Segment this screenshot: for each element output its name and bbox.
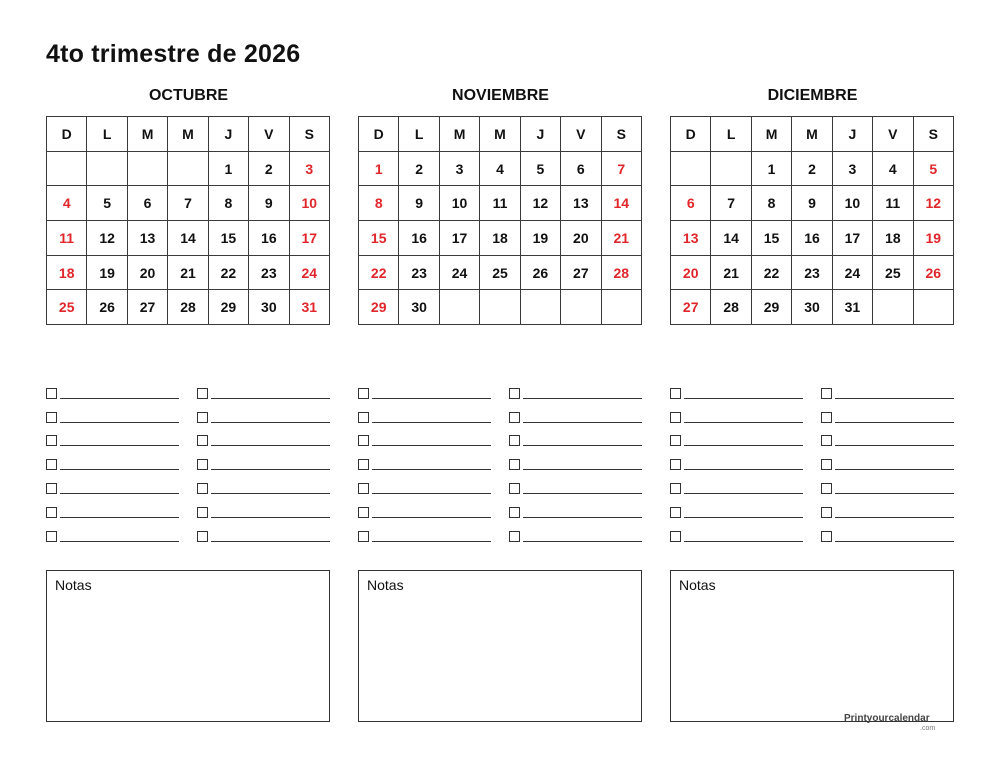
checklist-item	[509, 496, 642, 520]
day-cell[interactable]: 17	[289, 221, 329, 256]
day-cell[interactable]: 27	[671, 290, 711, 325]
weekday-header-row	[671, 117, 954, 152]
checkbox-icon[interactable]	[46, 507, 57, 518]
checklist-line[interactable]	[835, 445, 954, 446]
day-cell[interactable]: 31	[832, 290, 872, 325]
checklist-item	[509, 448, 642, 472]
checkbox-icon[interactable]	[46, 412, 57, 423]
checklist-line[interactable]	[684, 493, 803, 494]
day-cell[interactable]: 4	[480, 151, 520, 186]
checkbox-icon[interactable]	[821, 412, 832, 423]
checkbox-icon[interactable]	[46, 435, 57, 446]
checklist-item	[821, 377, 954, 401]
weekday-label: J	[520, 117, 560, 152]
checkbox-icon[interactable]	[358, 483, 369, 494]
empty-day-cell	[127, 151, 167, 186]
checkbox-icon[interactable]	[670, 412, 681, 423]
day-cell[interactable]: 15	[751, 221, 791, 256]
week-row	[359, 255, 642, 290]
day-cell[interactable]: 10	[832, 186, 872, 221]
checkbox-icon[interactable]	[197, 507, 208, 518]
weekday-label: D	[359, 117, 399, 152]
checkbox-icon[interactable]	[46, 483, 57, 494]
day-cell[interactable]: 16	[249, 221, 289, 256]
checkbox-icon[interactable]	[670, 531, 681, 542]
empty-day-cell	[480, 290, 520, 325]
checklist-item	[46, 377, 179, 401]
checklist-line[interactable]	[372, 445, 491, 446]
checklist-line[interactable]	[835, 469, 954, 470]
notes-label: Notas	[679, 577, 716, 593]
checkbox-icon[interactable]	[509, 483, 520, 494]
checklist-line[interactable]	[211, 541, 330, 542]
day-cell[interactable]: 21	[601, 221, 641, 256]
empty-day-cell	[520, 290, 560, 325]
checklist-line[interactable]	[372, 422, 491, 423]
day-cell[interactable]: 14	[711, 221, 751, 256]
day-cell[interactable]: 5	[520, 151, 560, 186]
checklist-line[interactable]	[372, 493, 491, 494]
checklist-line[interactable]	[835, 422, 954, 423]
notes-box-november[interactable]	[358, 570, 642, 722]
checklist-item	[197, 401, 330, 425]
notes-box-december[interactable]	[670, 570, 954, 722]
checkbox-icon[interactable]	[509, 531, 520, 542]
day-cell[interactable]: 23	[792, 255, 832, 290]
day-cell[interactable]: 22	[359, 255, 399, 290]
checkbox-icon[interactable]	[197, 388, 208, 399]
checklist-line[interactable]	[684, 398, 803, 399]
checklist-item	[46, 401, 179, 425]
checkbox-icon[interactable]	[46, 388, 57, 399]
day-cell[interactable]: 29	[751, 290, 791, 325]
checklist-item	[358, 448, 491, 472]
month-december	[670, 86, 955, 325]
weekday-label: V	[873, 117, 913, 152]
weekday-label: V	[249, 117, 289, 152]
day-cell[interactable]: 3	[439, 151, 479, 186]
empty-day-cell	[601, 290, 641, 325]
day-cell[interactable]: 29	[208, 290, 248, 325]
day-cell[interactable]: 31	[289, 290, 329, 325]
notes-box-october[interactable]	[46, 570, 330, 722]
empty-day-cell	[711, 151, 751, 186]
checklist-line[interactable]	[211, 398, 330, 399]
checklist-line[interactable]	[60, 541, 179, 542]
checkbox-icon[interactable]	[509, 412, 520, 423]
day-cell[interactable]: 30	[399, 290, 439, 325]
day-cell[interactable]: 18	[480, 221, 520, 256]
checklist-item	[509, 520, 642, 544]
day-cell[interactable]: 27	[127, 290, 167, 325]
day-cell[interactable]: 8	[751, 186, 791, 221]
weekday-label: M	[751, 117, 791, 152]
day-cell[interactable]: 9	[399, 186, 439, 221]
calendar-grid	[670, 116, 954, 325]
week-row	[47, 151, 330, 186]
checklist-item	[670, 496, 803, 520]
day-cell[interactable]: 19	[520, 221, 560, 256]
checklist-december	[670, 377, 955, 544]
checklist-item	[46, 448, 179, 472]
day-cell[interactable]: 8	[359, 186, 399, 221]
day-cell[interactable]: 2	[249, 151, 289, 186]
checklist-item	[509, 425, 642, 449]
day-cell[interactable]: 11	[480, 186, 520, 221]
month-name: OCTUBRE	[148, 87, 229, 104]
checkbox-icon[interactable]	[197, 412, 208, 423]
weekday-label: D	[671, 117, 711, 152]
checklist-line[interactable]	[211, 493, 330, 494]
week-row	[359, 290, 642, 325]
day-cell[interactable]: 8	[208, 186, 248, 221]
day-cell[interactable]: 1	[751, 151, 791, 186]
day-cell[interactable]: 12	[913, 186, 953, 221]
day-cell[interactable]: 24	[289, 255, 329, 290]
day-cell[interactable]: 22	[208, 255, 248, 290]
checkbox-icon[interactable]	[46, 531, 57, 542]
checklist-item	[358, 472, 491, 496]
checklist-october	[46, 377, 331, 544]
week-row	[359, 151, 642, 186]
day-cell[interactable]: 13	[671, 221, 711, 256]
checklist-item	[509, 377, 642, 401]
checkbox-icon[interactable]	[509, 459, 520, 470]
day-cell[interactable]: 22	[751, 255, 791, 290]
week-row	[671, 186, 954, 221]
day-cell[interactable]: 7	[168, 186, 208, 221]
day-cell[interactable]: 29	[359, 290, 399, 325]
day-cell[interactable]: 5	[87, 186, 127, 221]
checklist-november	[358, 377, 643, 544]
checklist-line[interactable]	[60, 422, 179, 423]
empty-day-cell	[913, 290, 953, 325]
calendar-grid	[358, 116, 642, 325]
day-cell[interactable]: 16	[792, 221, 832, 256]
checklist-item	[197, 425, 330, 449]
checkbox-icon[interactable]	[197, 531, 208, 542]
checklist-item	[670, 377, 803, 401]
month-name: DICIEMBRE	[767, 87, 858, 104]
day-cell[interactable]: 4	[873, 151, 913, 186]
checkbox-icon[interactable]	[197, 483, 208, 494]
checklist-line[interactable]	[372, 398, 491, 399]
checklist-item	[46, 472, 179, 496]
week-row	[671, 255, 954, 290]
day-cell[interactable]: 18	[873, 221, 913, 256]
empty-day-cell	[168, 151, 208, 186]
day-cell[interactable]: 25	[47, 290, 87, 325]
day-cell[interactable]: 11	[873, 186, 913, 221]
checkbox-icon[interactable]	[46, 459, 57, 470]
checklist-item	[670, 472, 803, 496]
day-cell[interactable]: 20	[561, 221, 601, 256]
checkbox-icon[interactable]	[821, 459, 832, 470]
month-november	[358, 86, 643, 325]
day-cell[interactable]: 3	[289, 151, 329, 186]
day-cell[interactable]: 24	[832, 255, 872, 290]
weekday-label: S	[913, 117, 953, 152]
checkbox-icon[interactable]	[509, 507, 520, 518]
day-cell[interactable]: 19	[913, 221, 953, 256]
weekday-label: L	[711, 117, 751, 152]
day-cell[interactable]: 19	[87, 255, 127, 290]
weekday-label: M	[439, 117, 479, 152]
checklist-line[interactable]	[523, 493, 642, 494]
checklist-item	[670, 448, 803, 472]
checklist-item	[670, 425, 803, 449]
day-cell[interactable]: 6	[127, 186, 167, 221]
checklist-item	[358, 520, 491, 544]
weekday-label: L	[87, 117, 127, 152]
weekday-label: J	[208, 117, 248, 152]
week-row	[359, 186, 642, 221]
day-cell[interactable]: 6	[561, 151, 601, 186]
checklist-item	[197, 472, 330, 496]
checklist-item	[197, 377, 330, 401]
day-cell[interactable]: 25	[480, 255, 520, 290]
day-cell[interactable]: 30	[249, 290, 289, 325]
day-cell[interactable]: 1	[208, 151, 248, 186]
week-row	[47, 221, 330, 256]
checklist-line[interactable]	[60, 445, 179, 446]
day-cell[interactable]: 20	[127, 255, 167, 290]
checklist-line[interactable]	[835, 541, 954, 542]
checkbox-icon[interactable]	[358, 435, 369, 446]
checklist-line[interactable]	[372, 469, 491, 470]
checklist-line[interactable]	[523, 445, 642, 446]
day-cell[interactable]: 23	[399, 255, 439, 290]
checklist-item	[46, 520, 179, 544]
page-title: 4to trimestre de 2026	[46, 40, 301, 68]
day-cell[interactable]: 12	[520, 186, 560, 221]
day-cell[interactable]: 11	[47, 221, 87, 256]
checklist-item	[821, 425, 954, 449]
checklist-item	[358, 401, 491, 425]
checklist-line[interactable]	[211, 517, 330, 518]
weekday-label: M	[480, 117, 520, 152]
day-cell[interactable]: 25	[873, 255, 913, 290]
checklist-item	[358, 425, 491, 449]
checklist-line[interactable]	[60, 493, 179, 494]
brand-suffix: .com	[920, 725, 936, 732]
day-cell[interactable]: 17	[832, 221, 872, 256]
weekday-label: J	[832, 117, 872, 152]
checklist-line[interactable]	[684, 517, 803, 518]
checkbox-icon[interactable]	[358, 459, 369, 470]
weekday-label: M	[127, 117, 167, 152]
day-cell[interactable]: 7	[711, 186, 751, 221]
day-cell[interactable]: 27	[561, 255, 601, 290]
checkbox-icon[interactable]	[821, 388, 832, 399]
checklist-line[interactable]	[523, 422, 642, 423]
checklist-item	[46, 496, 179, 520]
checkbox-icon[interactable]	[197, 459, 208, 470]
notes-label: Notas	[55, 577, 92, 593]
day-cell[interactable]: 20	[671, 255, 711, 290]
checklist-line[interactable]	[211, 445, 330, 446]
checklist-line[interactable]	[211, 469, 330, 470]
calendar-grid	[46, 116, 330, 325]
week-row	[47, 290, 330, 325]
checklist-line[interactable]	[835, 493, 954, 494]
day-cell[interactable]: 28	[168, 290, 208, 325]
day-cell[interactable]: 26	[520, 255, 560, 290]
checkbox-icon[interactable]	[821, 435, 832, 446]
checklist-line[interactable]	[523, 469, 642, 470]
day-cell[interactable]: 5	[913, 151, 953, 186]
day-cell[interactable]: 6	[671, 186, 711, 221]
brand-logo: Printyourcalendar	[844, 713, 930, 724]
day-cell[interactable]: 10	[439, 186, 479, 221]
empty-day-cell	[873, 290, 913, 325]
checkbox-icon[interactable]	[670, 483, 681, 494]
day-cell[interactable]: 2	[399, 151, 439, 186]
empty-day-cell	[439, 290, 479, 325]
checklist-item	[197, 496, 330, 520]
weekday-label: M	[792, 117, 832, 152]
day-cell[interactable]: 24	[439, 255, 479, 290]
week-row	[359, 221, 642, 256]
checkbox-icon[interactable]	[358, 388, 369, 399]
day-cell[interactable]: 2	[792, 151, 832, 186]
checkbox-icon[interactable]	[509, 435, 520, 446]
week-row	[671, 151, 954, 186]
notes-label: Notas	[367, 577, 404, 593]
checklist-item	[821, 472, 954, 496]
checklist-line[interactable]	[523, 541, 642, 542]
checklist-line[interactable]	[684, 469, 803, 470]
day-cell[interactable]: 26	[87, 290, 127, 325]
checkbox-icon[interactable]	[670, 507, 681, 518]
day-cell[interactable]: 21	[711, 255, 751, 290]
checklist-item	[509, 472, 642, 496]
checkbox-icon[interactable]	[670, 388, 681, 399]
day-cell[interactable]: 4	[47, 186, 87, 221]
day-cell[interactable]: 14	[168, 221, 208, 256]
week-row	[47, 255, 330, 290]
checklist-line[interactable]	[211, 422, 330, 423]
day-cell[interactable]: 1	[359, 151, 399, 186]
checklist-line[interactable]	[684, 422, 803, 423]
checkbox-icon[interactable]	[358, 507, 369, 518]
day-cell[interactable]: 12	[87, 221, 127, 256]
day-cell[interactable]: 13	[561, 186, 601, 221]
day-cell[interactable]: 15	[359, 221, 399, 256]
day-cell[interactable]: 28	[711, 290, 751, 325]
weekday-label: L	[399, 117, 439, 152]
day-cell[interactable]: 14	[601, 186, 641, 221]
weekday-header-row	[359, 117, 642, 152]
checkbox-icon[interactable]	[821, 531, 832, 542]
day-cell[interactable]: 3	[832, 151, 872, 186]
weekday-label: D	[47, 117, 87, 152]
checkbox-icon[interactable]	[670, 435, 681, 446]
month-name: NOVIEMBRE	[452, 87, 549, 104]
checklist-line[interactable]	[372, 517, 491, 518]
day-cell[interactable]: 13	[127, 221, 167, 256]
checklist-line[interactable]	[372, 541, 491, 542]
checkbox-icon[interactable]	[358, 531, 369, 542]
checklist-line[interactable]	[684, 541, 803, 542]
checklist-item	[509, 401, 642, 425]
weekday-label: S	[601, 117, 641, 152]
day-cell[interactable]: 30	[792, 290, 832, 325]
checklist-item	[46, 425, 179, 449]
checkbox-icon[interactable]	[821, 483, 832, 494]
weekday-label: M	[168, 117, 208, 152]
week-row	[671, 221, 954, 256]
checkbox-icon[interactable]	[821, 507, 832, 518]
day-cell[interactable]: 10	[289, 186, 329, 221]
checklist-item	[358, 377, 491, 401]
week-row	[47, 186, 330, 221]
checkbox-icon[interactable]	[670, 459, 681, 470]
day-cell[interactable]: 17	[439, 221, 479, 256]
checklist-line[interactable]	[835, 517, 954, 518]
checklist-item	[358, 496, 491, 520]
checklist-item	[670, 401, 803, 425]
day-cell[interactable]: 23	[249, 255, 289, 290]
checklist-line[interactable]	[60, 398, 179, 399]
checkbox-icon[interactable]	[509, 388, 520, 399]
day-cell[interactable]: 7	[601, 151, 641, 186]
checklist-item	[821, 448, 954, 472]
weekday-label: S	[289, 117, 329, 152]
day-cell[interactable]: 15	[208, 221, 248, 256]
empty-day-cell	[561, 290, 601, 325]
day-cell[interactable]: 28	[601, 255, 641, 290]
day-cell[interactable]: 9	[249, 186, 289, 221]
weekday-header-row	[47, 117, 330, 152]
checklist-line[interactable]	[523, 398, 642, 399]
checklist-line[interactable]	[60, 469, 179, 470]
weekday-label: V	[561, 117, 601, 152]
checklist-item	[197, 520, 330, 544]
checklist-item	[821, 520, 954, 544]
checklist-item	[670, 520, 803, 544]
day-cell[interactable]: 21	[168, 255, 208, 290]
checklist-item	[821, 401, 954, 425]
checklist-line[interactable]	[523, 517, 642, 518]
checklist-line[interactable]	[60, 517, 179, 518]
day-cell[interactable]: 26	[913, 255, 953, 290]
empty-day-cell	[47, 151, 87, 186]
checklist-item	[821, 496, 954, 520]
empty-day-cell	[671, 151, 711, 186]
month-october	[46, 86, 331, 325]
day-cell[interactable]: 18	[47, 255, 87, 290]
checklist-line[interactable]	[835, 398, 954, 399]
checkbox-icon[interactable]	[197, 435, 208, 446]
checklist-line[interactable]	[684, 445, 803, 446]
day-cell[interactable]: 16	[399, 221, 439, 256]
checkbox-icon[interactable]	[358, 412, 369, 423]
week-row	[671, 290, 954, 325]
checklist-item	[197, 448, 330, 472]
day-cell[interactable]: 9	[792, 186, 832, 221]
empty-day-cell	[87, 151, 127, 186]
